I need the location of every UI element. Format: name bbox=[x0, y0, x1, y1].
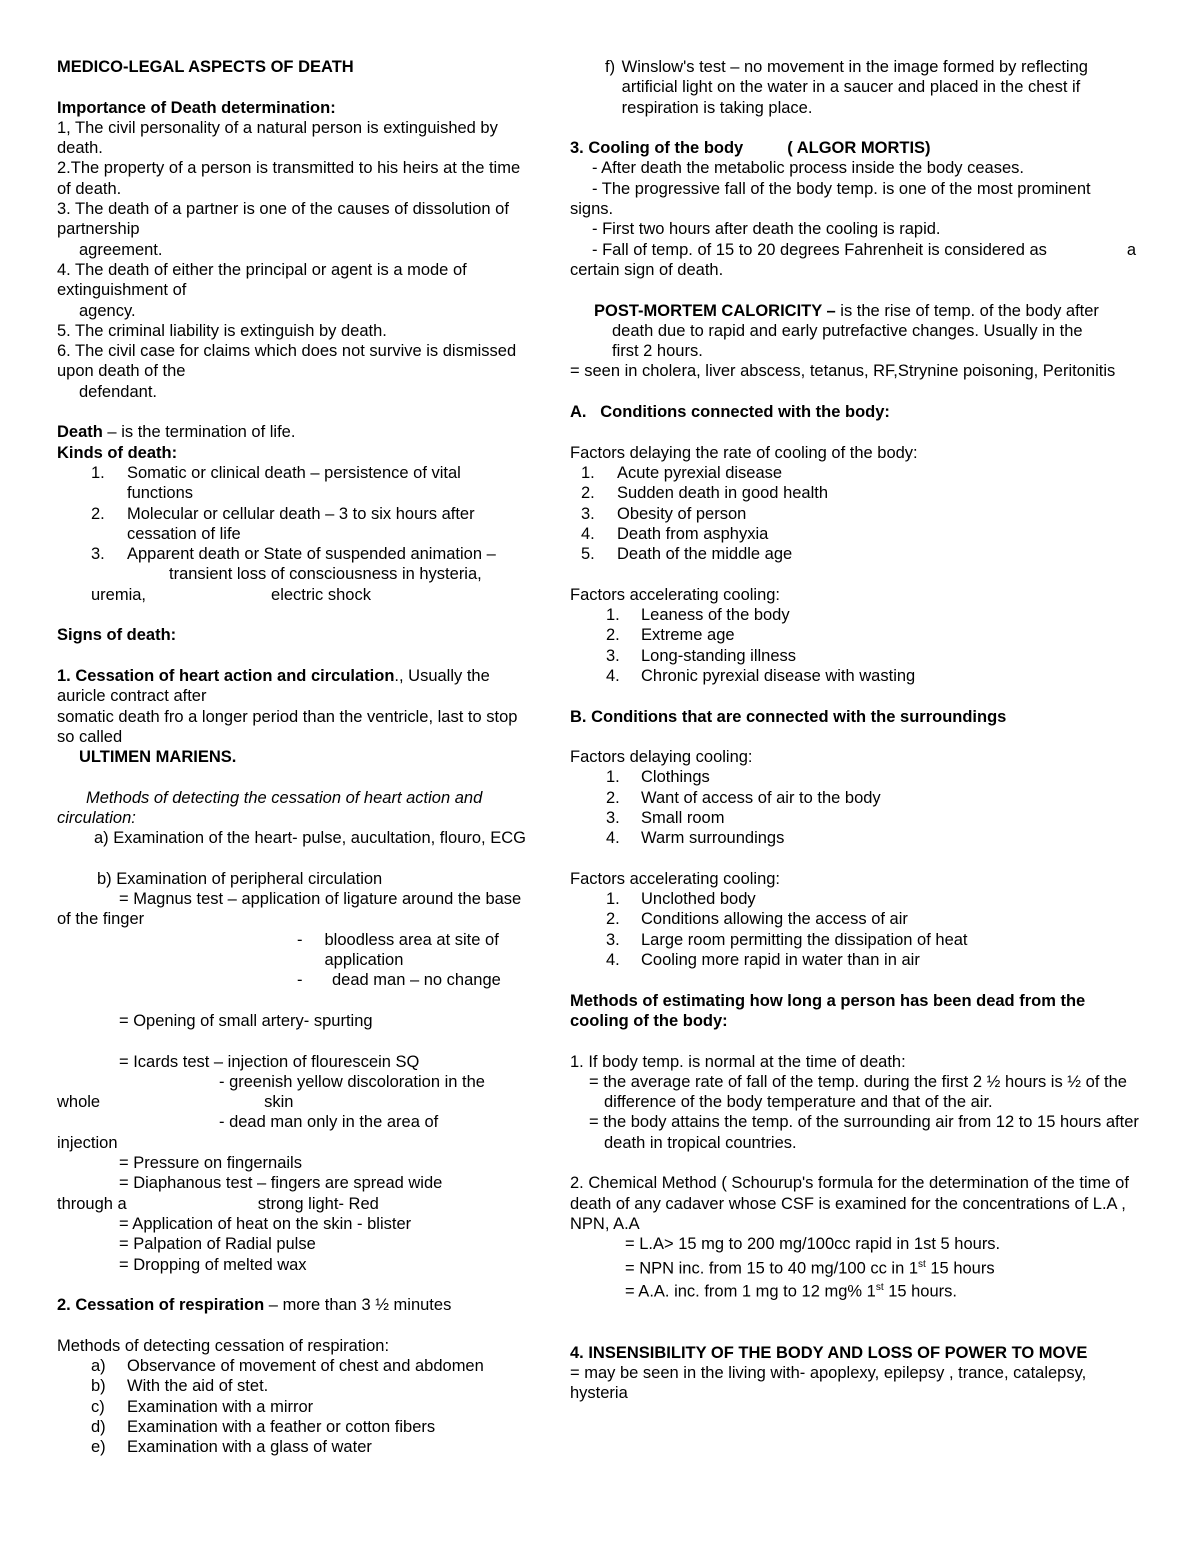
list-item bbox=[57, 1437, 527, 1457]
list-item bbox=[570, 524, 1142, 544]
estimate-1b-cont: death in tropical countries. bbox=[604, 1133, 797, 1152]
death-term: Death bbox=[57, 423, 103, 442]
list-item bbox=[57, 1417, 527, 1437]
list-item bbox=[57, 544, 527, 564]
magnus-detail bbox=[57, 930, 527, 971]
icards-detail: - greenish yellow discoloration in the bbox=[219, 1072, 485, 1091]
fingernails-test: = Pressure on fingernails bbox=[119, 1154, 302, 1173]
cooling-point-text: - Fall of temp. of 15 to 20 degrees Fahrenheit is considered as bbox=[592, 240, 1047, 259]
list-number: 1. bbox=[606, 606, 620, 625]
sign1-text: ., Usually the auricle contract after bbox=[57, 666, 490, 706]
sign2-text: – more than 3 ½ minutes bbox=[264, 1296, 452, 1315]
magnus-detail bbox=[57, 970, 527, 990]
importance-item: 6. The civil case for claims which does not survive is dismissed upon death of the bbox=[57, 342, 517, 381]
list-text: Sudden death in good health bbox=[617, 484, 829, 503]
list-number: e) bbox=[91, 1438, 106, 1457]
importance-item-cont: agreement. bbox=[79, 240, 163, 259]
list-text: Chronic pyrexial disease with wasting bbox=[641, 666, 916, 685]
pmc-paragraph bbox=[570, 301, 1142, 321]
list-item bbox=[570, 788, 1142, 808]
list-item bbox=[570, 544, 1142, 564]
list-text: Small room bbox=[641, 808, 725, 827]
list-number: 2. bbox=[581, 484, 595, 503]
list-number: 1. bbox=[606, 768, 620, 787]
superscript: st bbox=[875, 1282, 884, 1294]
list-number: 1. bbox=[91, 463, 105, 482]
list-item bbox=[57, 1397, 527, 1417]
uremia-text: uremia, bbox=[91, 585, 147, 604]
delay-body-heading: Factors delaying the rate of cooling of the body: bbox=[570, 443, 918, 462]
list-text: Long-standing illness bbox=[641, 646, 797, 665]
pmc-text: is the rise of temp. of the body after bbox=[840, 301, 1099, 320]
left-column bbox=[57, 57, 527, 1457]
signs-heading: Signs of death: bbox=[57, 626, 177, 645]
estimate-2c-tail: 15 hours. bbox=[883, 1282, 957, 1301]
estimate-2a: = L.A> 15 mg to 200 mg/100cc rapid in 1st 5 hours. bbox=[625, 1235, 1001, 1254]
importance-item-cont: agency. bbox=[79, 301, 136, 320]
list-item bbox=[57, 504, 527, 545]
list-number: 3. bbox=[581, 504, 595, 523]
importance-item: 5. The criminal liability is extinguish by death. bbox=[57, 321, 387, 340]
methods-heart-heading: Methods of detecting the cessation of heart action and circulation: bbox=[57, 788, 483, 827]
kinds-list bbox=[57, 463, 527, 564]
resp-methods-heading: Methods of detecting cessation of respiration: bbox=[57, 1336, 390, 1355]
condition-b-heading: B. Conditions that are connected with the surroundings bbox=[570, 707, 1007, 726]
list-number: f) bbox=[605, 58, 616, 76]
list-item bbox=[570, 930, 1142, 950]
list-item bbox=[570, 666, 1142, 686]
pmc-seen: = seen in cholera, liver abscess, tetanus, RF,Strynine poisoning, Peritonitis bbox=[570, 362, 1116, 381]
shock-text: electric shock bbox=[271, 585, 371, 604]
estimate-2b-tail: 15 hours bbox=[925, 1259, 995, 1278]
estimate-2: 2. Chemical Method ( Schourup's formula for the determination of the time of death of any cadaver whose CSF is examined for the concentrations of L.A , NPN, A.A bbox=[570, 1174, 1129, 1233]
list-item bbox=[570, 504, 1142, 524]
estimate-1a-cont: difference of the body temperature and that of the air. bbox=[604, 1093, 993, 1112]
insensibility-text: = may be seen in the living with- apoplexy, epilepsy , trance, catalepsy, hysteria bbox=[570, 1364, 1087, 1403]
list-number: 2. bbox=[91, 504, 105, 523]
pmc-term: POST-MORTEM CALORICITY – bbox=[594, 301, 841, 320]
list-item bbox=[570, 625, 1142, 645]
cooling-point-cont: certain sign of death. bbox=[570, 260, 724, 279]
death-definition bbox=[57, 422, 527, 442]
list-text: Apparent death or State of suspended animation – bbox=[127, 545, 496, 564]
pmc-text-cont: death due to rapid and early putrefactive changes. Usually in the bbox=[612, 321, 1083, 340]
list-text: Clothings bbox=[641, 768, 710, 787]
list-text: Extreme age bbox=[641, 626, 735, 645]
cooling-point: - The progressive fall of the body temp. is one of the most prominent bbox=[592, 179, 1091, 198]
list-number: 3. bbox=[606, 808, 620, 827]
list-number: 2. bbox=[606, 910, 620, 929]
list-text: Conditions allowing the access of air bbox=[641, 910, 908, 929]
pmc-text-cont: first 2 hours. bbox=[612, 342, 703, 361]
insensibility-heading: 4. INSENSIBILITY OF THE BODY AND LOSS OF POWER TO MOVE bbox=[570, 1343, 1088, 1362]
sign1-term: ULTIMEN MARIENS. bbox=[79, 748, 237, 767]
resp-methods-list bbox=[57, 1356, 527, 1457]
list-text: Obesity of person bbox=[617, 504, 747, 523]
list-item bbox=[570, 828, 1142, 848]
cooling-heading bbox=[570, 138, 1142, 158]
list-item bbox=[570, 483, 1142, 503]
list-number: c) bbox=[91, 1397, 105, 1416]
estimate-2c-text: = A.A. inc. from 1 mg to 12 mg% 1 bbox=[625, 1282, 876, 1301]
list-number: 5. bbox=[581, 545, 595, 564]
delay-body-list bbox=[570, 463, 1142, 564]
list-text: Want of access of air to the body bbox=[641, 788, 881, 807]
cooling-point-tail: a bbox=[1126, 240, 1136, 259]
list-text: Leaness of the body bbox=[641, 606, 790, 625]
winslow-item bbox=[570, 57, 1142, 118]
list-number: 4. bbox=[581, 524, 595, 543]
list-text: Examination with a feather or cotton fibers bbox=[127, 1417, 436, 1436]
accel-body-list bbox=[570, 605, 1142, 686]
list-item bbox=[57, 1376, 527, 1396]
estimate-2c bbox=[570, 1278, 1142, 1302]
list-number: 4. bbox=[606, 666, 620, 685]
dash: - bbox=[297, 971, 303, 990]
estimate-1b: = the body attains the temp. of the surrounding air from 12 to 15 hours after bbox=[589, 1113, 1139, 1132]
accel-sur-list bbox=[570, 889, 1142, 970]
list-item bbox=[570, 646, 1142, 666]
icards-detail-cont bbox=[57, 1092, 527, 1112]
list-item bbox=[57, 463, 527, 504]
delay-sur-heading: Factors delaying cooling: bbox=[570, 748, 753, 767]
list-text: Acute pyrexial disease bbox=[617, 463, 783, 482]
cooling-heading-text: 3. Cooling of the body bbox=[570, 139, 744, 158]
sign1-paragraph bbox=[57, 666, 527, 707]
list-number: 4. bbox=[606, 951, 620, 970]
list-text: Molecular or cellular death – 3 to six hours after cessation of life bbox=[127, 504, 475, 543]
estimate-2b-text: = NPN inc. from 15 to 40 mg/100 cc in 1 bbox=[625, 1259, 919, 1278]
diaphanous-cont bbox=[57, 1194, 527, 1214]
importance-item: 4. The death of either the principal or agent is a mode of extinguishment of bbox=[57, 260, 467, 300]
sign2-paragraph bbox=[57, 1295, 527, 1315]
importance-item-cont: defendant. bbox=[79, 382, 157, 401]
dash: - bbox=[297, 930, 303, 949]
radial-test: = Palpation of Radial pulse bbox=[119, 1235, 316, 1254]
heat-test: = Application of heat on the skin - blister bbox=[119, 1214, 412, 1233]
magnus-detail-text: dead man – no change bbox=[332, 971, 501, 990]
list-number: a) bbox=[91, 1357, 106, 1375]
condition-a-heading: A. Conditions connected with the body: bbox=[570, 403, 890, 422]
list-text: Somatic or clinical death – persistence of vital functions bbox=[127, 463, 461, 503]
sign1-heading: 1. Cessation of heart action and circulation bbox=[57, 666, 395, 685]
magnus-test: = Magnus test – application of ligature around the base of the finger bbox=[57, 890, 522, 929]
sign1-text2: somatic death fro a longer period than the ventricle, last to stop so called bbox=[57, 707, 518, 746]
list-text: Observance of movement of chest and abdomen bbox=[127, 1357, 484, 1375]
icards-whole: whole bbox=[57, 1093, 101, 1112]
icards-detail-cont: injection bbox=[57, 1133, 118, 1152]
list-number: 1. bbox=[606, 890, 620, 909]
importance-heading: Importance of Death determination: bbox=[57, 98, 336, 117]
death-def-text: – is the termination of life. bbox=[102, 423, 296, 442]
list-item bbox=[570, 889, 1142, 909]
right-column bbox=[570, 57, 1142, 1404]
list-text: Examination with a mirror bbox=[127, 1397, 314, 1416]
list-text: With the aid of stet. bbox=[127, 1377, 269, 1396]
list-number: 2. bbox=[606, 788, 620, 807]
estimate-2b bbox=[570, 1255, 1142, 1279]
cooling-point: - First two hours after death the cooling is rapid. bbox=[592, 220, 941, 239]
list-item bbox=[570, 808, 1142, 828]
accel-body-heading: Factors accelerating cooling: bbox=[570, 585, 781, 604]
algor-mortis-label: ( ALGOR MORTIS) bbox=[787, 139, 931, 158]
list-text: Unclothed body bbox=[641, 890, 756, 909]
diaphanous-through: through a bbox=[57, 1194, 127, 1213]
list-number: 3. bbox=[91, 545, 105, 564]
list-number: 1. bbox=[581, 463, 595, 482]
icards-test: = Icards test – injection of flourescein SQ bbox=[119, 1052, 420, 1071]
winslow-text: Winslow's test – no movement in the image formed by reflecting artificial light on the water in a saucer and placed in the chest if respiration is taking place. bbox=[621, 58, 1088, 117]
kinds-heading: Kinds of death: bbox=[57, 443, 178, 462]
accel-sur-heading: Factors accelerating cooling: bbox=[570, 869, 781, 888]
estimate-heading: Methods of estimating how long a person has been dead from the cooling of the body: bbox=[570, 991, 1086, 1030]
list-number: 2. bbox=[606, 626, 620, 645]
list-text: Cooling more rapid in water than in air bbox=[641, 951, 920, 970]
list-number: d) bbox=[91, 1417, 106, 1436]
list-item bbox=[570, 767, 1142, 787]
estimate-1a: = the average rate of fall of the temp. during the first 2 ½ hours is ½ of the bbox=[589, 1072, 1127, 1091]
delay-sur-list bbox=[570, 767, 1142, 848]
icards-skin: skin bbox=[264, 1093, 294, 1112]
estimate-1: 1. If body temp. is normal at the time of death: bbox=[570, 1052, 906, 1071]
list-text: Death from asphyxia bbox=[617, 524, 769, 543]
kinds-3-uremia-line bbox=[57, 585, 527, 605]
importance-item: 1, The civil personality of a natural person is extinguished by death. bbox=[57, 118, 498, 158]
cooling-point: - After death the metabolic process inside the body ceases. bbox=[592, 159, 1024, 178]
artery-test: = Opening of small artery- spurting bbox=[119, 1011, 373, 1030]
importance-item: 2.The property of a person is transmitted to his heirs at the time of death. bbox=[57, 159, 521, 198]
sign2-heading: 2. Cessation of respiration bbox=[57, 1296, 265, 1315]
list-text: Examination with a glass of water bbox=[127, 1438, 372, 1457]
diaphanous-light: strong light- Red bbox=[257, 1194, 379, 1213]
list-number: 4. bbox=[606, 829, 620, 848]
wax-test: = Dropping of melted wax bbox=[119, 1255, 307, 1274]
method-b: b) Examination of peripheral circulation bbox=[97, 869, 383, 888]
cooling-point-cont: signs. bbox=[570, 200, 614, 219]
importance-item: 3. The death of a partner is one of the causes of dissolution of partnership bbox=[57, 200, 509, 239]
list-number: b) bbox=[91, 1377, 106, 1396]
list-item bbox=[570, 909, 1142, 929]
list-item bbox=[570, 605, 1142, 625]
list-item bbox=[570, 463, 1142, 483]
document-title: MEDICO-LEGAL ASPECTS OF DEATH bbox=[57, 58, 354, 76]
icards-detail: - dead man only in the area of bbox=[219, 1113, 439, 1132]
list-item bbox=[570, 950, 1142, 970]
superscript: st bbox=[918, 1258, 926, 1270]
cooling-point bbox=[570, 240, 1142, 260]
list-item bbox=[57, 1356, 527, 1376]
list-number: 3. bbox=[606, 930, 620, 949]
list-text: Large room permitting the dissipation of heat bbox=[641, 930, 968, 949]
list-number: 3. bbox=[606, 646, 620, 665]
method-a: a) Examination of the heart- pulse, aucultation, flouro, ECG bbox=[94, 829, 526, 848]
kinds-3-cont: transient loss of consciousness in hysteria, bbox=[169, 565, 482, 584]
list-text: Warm surroundings bbox=[641, 829, 785, 848]
diaphanous-test: = Diaphanous test – fingers are spread wide bbox=[119, 1174, 443, 1193]
list-text: Death of the middle age bbox=[617, 545, 793, 564]
magnus-detail-text: bloodless area at site of application bbox=[324, 930, 499, 970]
